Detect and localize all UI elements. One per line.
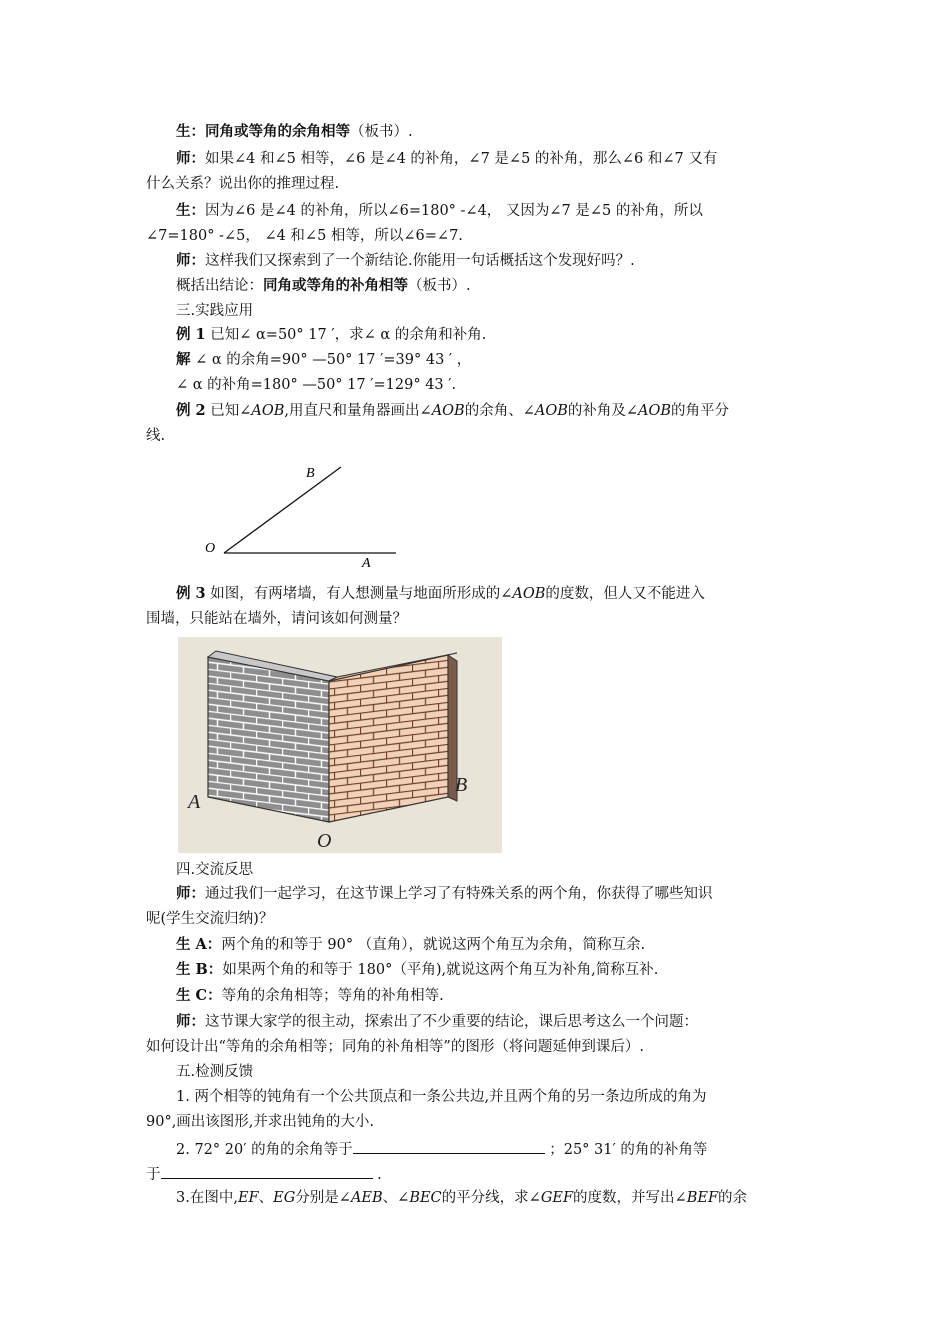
line-26 <box>146 1112 806 1132</box>
text: 如何设计出“等角的余角相等；同角的补角相等”的图形（将问题延伸到课后）. <box>146 1039 644 1055</box>
solution-label: 解 <box>176 351 191 368</box>
question-2 <box>176 1138 836 1160</box>
speaker-label: 师： <box>176 885 205 902</box>
italic-text: BEC <box>409 1190 442 1206</box>
text: ∠ α 的补角=180° —50° 17 ′=129° 43 ′. <box>176 377 457 393</box>
line-23 <box>146 1037 806 1057</box>
line-5 <box>146 226 806 246</box>
example-3 <box>176 584 836 604</box>
bold-text: 同角或等角的补角相等 <box>263 277 408 294</box>
text: 、 <box>258 1190 274 1206</box>
text: ∠7=180° -∠5， ∠4 和∠5 相等，所以∠6=∠7. <box>146 228 463 244</box>
label-b: B <box>455 774 468 796</box>
text: 的余角、∠ <box>464 403 535 419</box>
speaker-label: 师： <box>176 150 205 167</box>
line-7 <box>176 276 836 296</box>
text: 等角的余角相等；等角的补角相等. <box>221 988 444 1004</box>
text: 五.检测反馈 <box>176 1064 254 1080</box>
line-28 <box>146 1163 806 1185</box>
brick-walls-figure <box>178 637 502 853</box>
question-1 <box>176 1087 836 1107</box>
speaker-label: 生 B： <box>176 961 223 978</box>
ray-ob <box>224 467 341 553</box>
text: 的角平分 <box>671 403 730 419</box>
text: 的度数，但人又不能进入 <box>545 586 705 602</box>
line-21 <box>176 986 836 1006</box>
text: 2. 72° 20′ 的角的余角等于 <box>176 1142 353 1158</box>
line-2 <box>176 149 836 169</box>
line-3 <box>146 174 806 194</box>
text: 已知∠ <box>205 403 252 419</box>
text: 分别是∠ <box>295 1190 351 1206</box>
bold-text: 生：同角或等角的余角相等 <box>176 123 350 140</box>
solution-line-1 <box>176 350 836 370</box>
speaker-label: 生 C： <box>176 987 222 1004</box>
speaker-label: 师： <box>176 252 205 269</box>
section-heading-5 <box>176 1062 836 1082</box>
italic-text: EF <box>237 1190 259 1206</box>
line-19 <box>176 935 836 955</box>
text: ；25° 31′ 的角的补角等 <box>544 1142 708 1158</box>
solution-line-2 <box>176 375 836 395</box>
section-heading-3 <box>176 301 836 321</box>
answer-blank-1[interactable] <box>353 1138 545 1154</box>
line-15 <box>146 609 806 629</box>
label-a: A <box>188 791 201 813</box>
text: 的补角及∠ <box>567 403 639 419</box>
text: （板书）. <box>408 278 471 294</box>
text: 通过我们一起学习，在这节课上学习了有特殊关系的两个角，你获得了哪些知识 <box>205 886 713 902</box>
italic-text: EG <box>273 1190 296 1206</box>
answer-blank-2[interactable] <box>161 1163 373 1179</box>
text: 90°,画出该图形,并求出钝角的大小. <box>146 1114 375 1130</box>
text: 两个角的和等于 90° （直角），就说这两个角互为余角，简称互余. <box>221 937 646 953</box>
text: 什么关系？说出你的推理过程. <box>146 176 340 192</box>
text: 已知∠ α=50° 17 ′，求∠ α 的余角和补角. <box>205 327 487 343</box>
text: 这节课大家学的很主动，探索出了不少重要的结论，课后思考这么一个问题： <box>205 1014 698 1030</box>
text: 的度数，并写出∠ <box>573 1190 687 1206</box>
text: 如果两个角的和等于 180°（平角),就说这两个角互为补角,简称互补. <box>222 962 659 978</box>
text: 1. 两个相等的钝角有一个公共顶点和一条公共边,并且两个角的另一条边所成的角为 <box>176 1089 707 1105</box>
angle-aob-figure <box>176 448 410 578</box>
example-1 <box>176 325 836 345</box>
text: 四.交流反思 <box>176 862 254 878</box>
label-o: O <box>317 830 332 852</box>
italic-text: AOB <box>534 403 568 419</box>
speaker-label: 生： <box>176 202 205 219</box>
line-22 <box>176 1012 836 1032</box>
line-13 <box>146 426 806 446</box>
text: ,用直尺和量角器画出∠ <box>284 403 432 419</box>
label-o: O <box>205 541 216 556</box>
example-2 <box>176 401 836 421</box>
italic-text: GEF <box>540 1190 574 1206</box>
text: 三.实践应用 <box>176 303 254 319</box>
text: 线. <box>146 428 166 444</box>
left-wall <box>208 657 329 822</box>
section-heading-4 <box>176 860 836 880</box>
text: 呢(学生交流归纳)？ <box>146 911 274 927</box>
text: 、∠ <box>382 1190 410 1206</box>
text: 的平分线，求∠ <box>441 1190 541 1206</box>
line-1 <box>176 122 836 142</box>
example-label: 例 1 <box>176 326 206 343</box>
line-18 <box>146 909 806 929</box>
speaker-label: 师： <box>176 1013 205 1030</box>
italic-text: AOB <box>431 403 465 419</box>
text: 如图，有两堵墙，有人想测量与地面所形成的∠ <box>205 586 513 602</box>
italic-text: AOB <box>251 403 285 419</box>
text: . <box>372 1167 382 1183</box>
text: 3.在图中, <box>176 1190 238 1206</box>
italic-text: AOB <box>512 586 546 602</box>
text: 于 <box>146 1167 161 1183</box>
text: （板书）. <box>350 124 413 140</box>
text: 这样我们又探索到了一个新结论.你能用一句话概括这个发现好吗？. <box>205 253 635 269</box>
italic-text: AEB <box>350 1190 383 1206</box>
text: 概括出结论： <box>176 278 263 294</box>
text: 如果∠4 和∠5 相等，∠6 是∠4 的补角，∠7 是∠5 的补角，那么∠6 和∠7 又有 <box>205 151 718 167</box>
label-b: B <box>306 466 315 481</box>
text: ∠ α 的余角=90° —50° 17 ′=39° 43 ′ ， <box>190 352 472 368</box>
right-wall <box>329 655 448 822</box>
line-6 <box>176 251 836 271</box>
italic-text: AOB <box>638 403 672 419</box>
example-label: 例 2 <box>176 402 206 419</box>
line-17 <box>176 884 836 904</box>
label-a: A <box>362 556 371 571</box>
example-label: 例 3 <box>176 585 206 602</box>
line-4 <box>176 201 836 221</box>
speaker-label: 生 A： <box>176 936 222 953</box>
text: 因为∠6 是∠4 的补角，所以∠6=180° -∠4， 又因为∠7 是∠5 的补角，所以 <box>205 203 703 219</box>
line-20 <box>176 960 836 980</box>
text: 围墙，只能站在墙外，请问该如何测量？ <box>146 611 407 627</box>
text: 的余 <box>718 1190 748 1206</box>
question-3 <box>176 1188 836 1208</box>
italic-text: BEF <box>686 1190 719 1206</box>
